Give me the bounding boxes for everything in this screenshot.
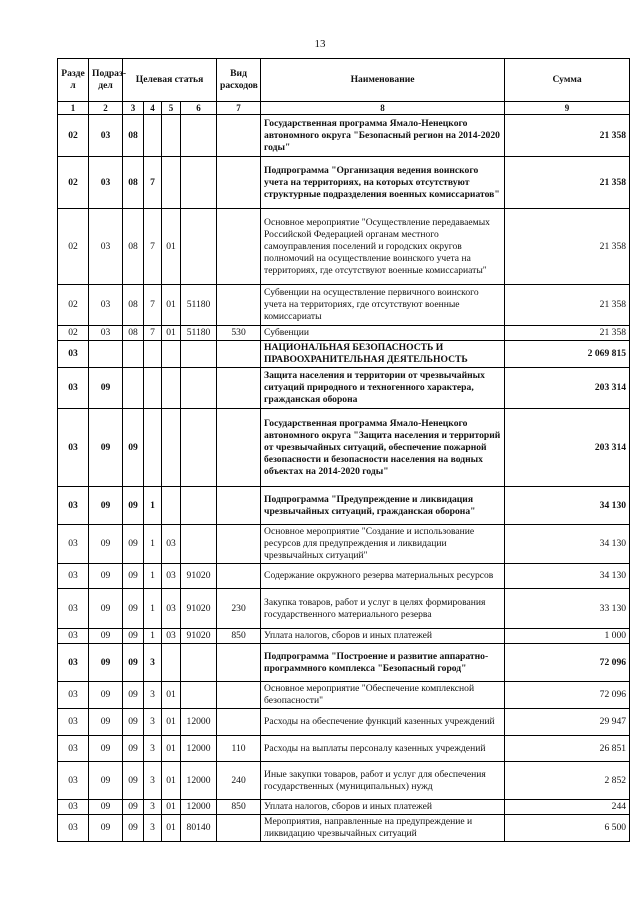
cell-razdel: 03 — [58, 525, 89, 564]
cell-podrazdel: 03 — [89, 209, 123, 285]
cell-direction — [181, 368, 217, 409]
cell-summa: 26 851 — [505, 736, 630, 762]
cell-direction — [181, 209, 217, 285]
cell-program: 09 — [123, 644, 144, 682]
cell-summa: 21 358 — [505, 209, 630, 285]
cell-naimenovanie: Подпрограмма "Построение и развитие аппаратно-программного комплекса "Безопасный город" — [261, 644, 505, 682]
cell-subprogram: 1 — [144, 564, 162, 589]
cell-razdel: 03 — [58, 682, 89, 709]
cell-direction: 51180 — [181, 285, 217, 326]
cell-direction: 12000 — [181, 800, 217, 815]
cell-subprogram: 1 — [144, 589, 162, 629]
cell-subprogram — [144, 368, 162, 409]
cell-subprogram: 3 — [144, 800, 162, 815]
cell-direction: 80140 — [181, 815, 217, 842]
table-row — [58, 564, 630, 589]
cell-direction: 91020 — [181, 589, 217, 629]
cell-summa: 244 — [505, 800, 630, 815]
cell-naimenovanie: Расходы на выплаты персоналу казенных учреждений — [261, 736, 505, 762]
cell-podrazdel: 09 — [89, 409, 123, 487]
header-summa: Сумма — [505, 59, 630, 102]
cell-naimenovanie: Мероприятия, направленные на предупреждение и ликвидацию чрезвычайных ситуаций — [261, 815, 505, 842]
cell-naimenovanie: НАЦИОНАЛЬНАЯ БЕЗОПАСНОСТЬ И ПРАВООХРАНИТЕЛЬНАЯ ДЕЯТЕЛЬНОСТЬ — [261, 341, 505, 368]
cell-event: 01 — [162, 682, 181, 709]
cell-vid — [217, 709, 261, 736]
cell-vid — [217, 157, 261, 209]
cell-podrazdel: 03 — [89, 115, 123, 157]
cell-subprogram: 3 — [144, 709, 162, 736]
cell-vid — [217, 644, 261, 682]
cell-vid — [217, 341, 261, 368]
cell-summa: 33 130 — [505, 589, 630, 629]
cell-naimenovanie: Расходы на обеспечение функций казенных учреждений — [261, 709, 505, 736]
cell-razdel: 03 — [58, 487, 89, 525]
cell-direction — [181, 409, 217, 487]
cell-summa: 6 500 — [505, 815, 630, 842]
cell-direction: 91020 — [181, 564, 217, 589]
cell-program: 09 — [123, 409, 144, 487]
cell-program: 08 — [123, 157, 144, 209]
cell-naimenovanie: Субвенции на осуществление первичного воинского учета на территориях, где отсутствуют военные комиссариаты — [261, 285, 505, 326]
table-row — [58, 629, 630, 644]
cell-razdel: 03 — [58, 629, 89, 644]
cell-direction: 12000 — [181, 709, 217, 736]
cell-program: 08 — [123, 209, 144, 285]
cell-direction: 12000 — [181, 736, 217, 762]
header-podrazdel: Подраз-дел — [89, 59, 123, 102]
table-row — [58, 115, 630, 157]
cell-summa: 34 130 — [505, 487, 630, 525]
cell-event: 03 — [162, 589, 181, 629]
cell-subprogram: 1 — [144, 525, 162, 564]
cell-subprogram: 1 — [144, 629, 162, 644]
cell-summa: 34 130 — [505, 564, 630, 589]
cell-vid — [217, 409, 261, 487]
cell-razdel: 03 — [58, 589, 89, 629]
cell-razdel: 03 — [58, 709, 89, 736]
cell-event — [162, 157, 181, 209]
cell-vid — [217, 115, 261, 157]
cell-vid: 110 — [217, 736, 261, 762]
cell-direction — [181, 487, 217, 525]
cell-razdel: 02 — [58, 326, 89, 341]
cell-razdel: 03 — [58, 564, 89, 589]
column-number: 3 — [123, 102, 144, 115]
cell-summa: 2 852 — [505, 762, 630, 800]
cell-summa: 72 096 — [505, 644, 630, 682]
cell-podrazdel: 09 — [89, 682, 123, 709]
table-row — [58, 762, 630, 800]
cell-program — [123, 341, 144, 368]
cell-subprogram: 3 — [144, 762, 162, 800]
cell-program: 09 — [123, 800, 144, 815]
cell-event — [162, 341, 181, 368]
cell-subprogram: 7 — [144, 209, 162, 285]
column-number: 7 — [217, 102, 261, 115]
cell-podrazdel: 03 — [89, 285, 123, 326]
cell-naimenovanie: Иные закупки товаров, работ и услуг для обеспечения государственных (муниципальных) нужд — [261, 762, 505, 800]
cell-podrazdel: 03 — [89, 326, 123, 341]
cell-summa: 21 358 — [505, 326, 630, 341]
cell-event: 01 — [162, 709, 181, 736]
cell-subprogram: 7 — [144, 326, 162, 341]
cell-event — [162, 487, 181, 525]
cell-vid — [217, 209, 261, 285]
table-row — [58, 682, 630, 709]
cell-vid: 850 — [217, 800, 261, 815]
cell-razdel: 03 — [58, 409, 89, 487]
cell-subprogram: 3 — [144, 815, 162, 842]
cell-direction — [181, 341, 217, 368]
cell-razdel: 02 — [58, 209, 89, 285]
cell-podrazdel: 09 — [89, 762, 123, 800]
column-number: 2 — [89, 102, 123, 115]
cell-program: 09 — [123, 589, 144, 629]
cell-razdel: 03 — [58, 800, 89, 815]
cell-event — [162, 644, 181, 682]
cell-direction — [181, 644, 217, 682]
cell-podrazdel: 09 — [89, 487, 123, 525]
page-number: 13 — [314, 38, 326, 50]
cell-vid — [217, 682, 261, 709]
cell-subprogram: 3 — [144, 736, 162, 762]
table-row — [58, 644, 630, 682]
cell-vid — [217, 368, 261, 409]
cell-naimenovanie: Субвенции — [261, 326, 505, 341]
cell-program: 08 — [123, 326, 144, 341]
cell-naimenovanie: Закупка товаров, работ и услуг в целях формирования государственного материального резерва — [261, 589, 505, 629]
cell-podrazdel: 09 — [89, 629, 123, 644]
cell-summa: 21 358 — [505, 115, 630, 157]
cell-program: 09 — [123, 709, 144, 736]
cell-event — [162, 409, 181, 487]
cell-podrazdel: 09 — [89, 644, 123, 682]
cell-summa: 21 358 — [505, 157, 630, 209]
cell-subprogram: 7 — [144, 157, 162, 209]
cell-direction — [181, 525, 217, 564]
table-row — [58, 815, 630, 842]
table-row — [58, 368, 630, 409]
table-row — [58, 800, 630, 815]
header-razdel: Разде л — [58, 59, 89, 102]
table-row — [58, 709, 630, 736]
cell-razdel: 03 — [58, 815, 89, 842]
cell-subprogram: 1 — [144, 487, 162, 525]
cell-program: 08 — [123, 115, 144, 157]
table-row — [58, 525, 630, 564]
cell-naimenovanie: Защита населения и территории от чрезвычайных ситуаций природного и техногенного характера, гражданская оборона — [261, 368, 505, 409]
column-number: 4 — [144, 102, 162, 115]
budget-table — [57, 58, 630, 842]
cell-subprogram — [144, 115, 162, 157]
cell-event: 01 — [162, 800, 181, 815]
cell-podrazdel: 09 — [89, 368, 123, 409]
cell-razdel: 03 — [58, 368, 89, 409]
header-vid-raskhodov: Вид расходов — [217, 59, 261, 102]
header-naimenovanie: Наименование — [261, 59, 505, 102]
cell-program — [123, 368, 144, 409]
table-row — [58, 285, 630, 326]
cell-vid — [217, 487, 261, 525]
cell-naimenovanie: Государственная программа Ямало-Ненецкого автономного округа "Защита населения и территорий от чрезвычайных ситуаций, обеспечение пожарной безопасности и безопасности населения на водных объектах на 2014-2020 годы" — [261, 409, 505, 487]
cell-podrazdel — [89, 341, 123, 368]
cell-naimenovanie: Уплата налогов, сборов и иных платежей — [261, 800, 505, 815]
table-row — [58, 589, 630, 629]
cell-naimenovanie: Подпрограмма "Предупреждение и ликвидация чрезвычайных ситуаций, гражданская оборона" — [261, 487, 505, 525]
cell-summa: 1 000 — [505, 629, 630, 644]
cell-program: 09 — [123, 762, 144, 800]
cell-razdel: 03 — [58, 736, 89, 762]
cell-program: 09 — [123, 736, 144, 762]
cell-naimenovanie: Основное мероприятие "Осуществление передаваемых Российской Федерацией органам местного самоуправления поселений и городских округов полномочий на осуществление воинского учета на территориях, где отсутствуют военные комиссариаты" — [261, 209, 505, 285]
cell-summa: 72 096 — [505, 682, 630, 709]
cell-naimenovanie: Государственная программа Ямало-Ненецкого автономного округа "Безопасный регион на 2014-2020 годы" — [261, 115, 505, 157]
cell-vid — [217, 564, 261, 589]
cell-podrazdel: 09 — [89, 709, 123, 736]
cell-naimenovanie: Подпрограмма "Организация ведения воинского учета на территориях, на которых отсутствуют структурные подразделения военных комиссариатов" — [261, 157, 505, 209]
cell-naimenovanie: Содержание окружного резерва материальных ресурсов — [261, 564, 505, 589]
cell-event: 03 — [162, 564, 181, 589]
cell-subprogram: 3 — [144, 682, 162, 709]
cell-event: 01 — [162, 209, 181, 285]
cell-event: 03 — [162, 629, 181, 644]
column-number: 6 — [181, 102, 217, 115]
cell-naimenovanie: Основное мероприятие "Обеспечение комплексной безопасности" — [261, 682, 505, 709]
cell-summa: 34 130 — [505, 525, 630, 564]
table-row — [58, 487, 630, 525]
cell-naimenovanie: Основное мероприятие "Создание и использование ресурсов для предупреждения и ликвидации чрезвычайных ситуаций" — [261, 525, 505, 564]
cell-event: 01 — [162, 815, 181, 842]
cell-vid: 530 — [217, 326, 261, 341]
cell-direction: 91020 — [181, 629, 217, 644]
cell-summa: 29 947 — [505, 709, 630, 736]
cell-program: 09 — [123, 564, 144, 589]
cell-event: 01 — [162, 736, 181, 762]
cell-razdel: 02 — [58, 157, 89, 209]
cell-podrazdel: 09 — [89, 815, 123, 842]
table-header-row — [58, 59, 630, 102]
cell-podrazdel: 03 — [89, 157, 123, 209]
cell-program: 09 — [123, 682, 144, 709]
cell-razdel: 02 — [58, 285, 89, 326]
cell-summa: 2 069 815 — [505, 341, 630, 368]
cell-subprogram — [144, 409, 162, 487]
cell-program: 09 — [123, 815, 144, 842]
cell-naimenovanie: Уплата налогов, сборов и иных платежей — [261, 629, 505, 644]
cell-podrazdel: 09 — [89, 525, 123, 564]
table-row — [58, 341, 630, 368]
cell-direction — [181, 157, 217, 209]
table-row — [58, 326, 630, 341]
table-row — [58, 409, 630, 487]
cell-event: 01 — [162, 326, 181, 341]
cell-program: 09 — [123, 487, 144, 525]
cell-event — [162, 115, 181, 157]
cell-razdel: 02 — [58, 115, 89, 157]
cell-subprogram: 3 — [144, 644, 162, 682]
cell-direction — [181, 115, 217, 157]
cell-event: 01 — [162, 285, 181, 326]
cell-event: 01 — [162, 762, 181, 800]
table-row — [58, 736, 630, 762]
cell-summa: 21 358 — [505, 285, 630, 326]
cell-subprogram — [144, 341, 162, 368]
cell-event — [162, 368, 181, 409]
column-number: 5 — [162, 102, 181, 115]
cell-razdel: 03 — [58, 341, 89, 368]
cell-vid: 850 — [217, 629, 261, 644]
table-row — [58, 209, 630, 285]
table-row — [58, 157, 630, 209]
cell-direction: 12000 — [181, 762, 217, 800]
cell-vid: 230 — [217, 589, 261, 629]
column-number: 1 — [58, 102, 89, 115]
column-number: 8 — [261, 102, 505, 115]
cell-subprogram: 7 — [144, 285, 162, 326]
cell-program: 09 — [123, 525, 144, 564]
cell-vid — [217, 525, 261, 564]
cell-program: 09 — [123, 629, 144, 644]
cell-direction: 51180 — [181, 326, 217, 341]
cell-event: 03 — [162, 525, 181, 564]
cell-podrazdel: 09 — [89, 736, 123, 762]
column-number: 9 — [505, 102, 630, 115]
cell-podrazdel: 09 — [89, 800, 123, 815]
cell-program: 08 — [123, 285, 144, 326]
cell-vid: 240 — [217, 762, 261, 800]
cell-razdel: 03 — [58, 762, 89, 800]
column-number-row — [58, 102, 630, 115]
cell-podrazdel: 09 — [89, 589, 123, 629]
cell-vid — [217, 285, 261, 326]
cell-summa: 203 314 — [505, 409, 630, 487]
cell-summa: 203 314 — [505, 368, 630, 409]
header-tselevaya-statya: Целевая статья — [123, 59, 217, 102]
cell-vid — [217, 815, 261, 842]
cell-razdel: 03 — [58, 644, 89, 682]
cell-podrazdel: 09 — [89, 564, 123, 589]
cell-direction — [181, 682, 217, 709]
